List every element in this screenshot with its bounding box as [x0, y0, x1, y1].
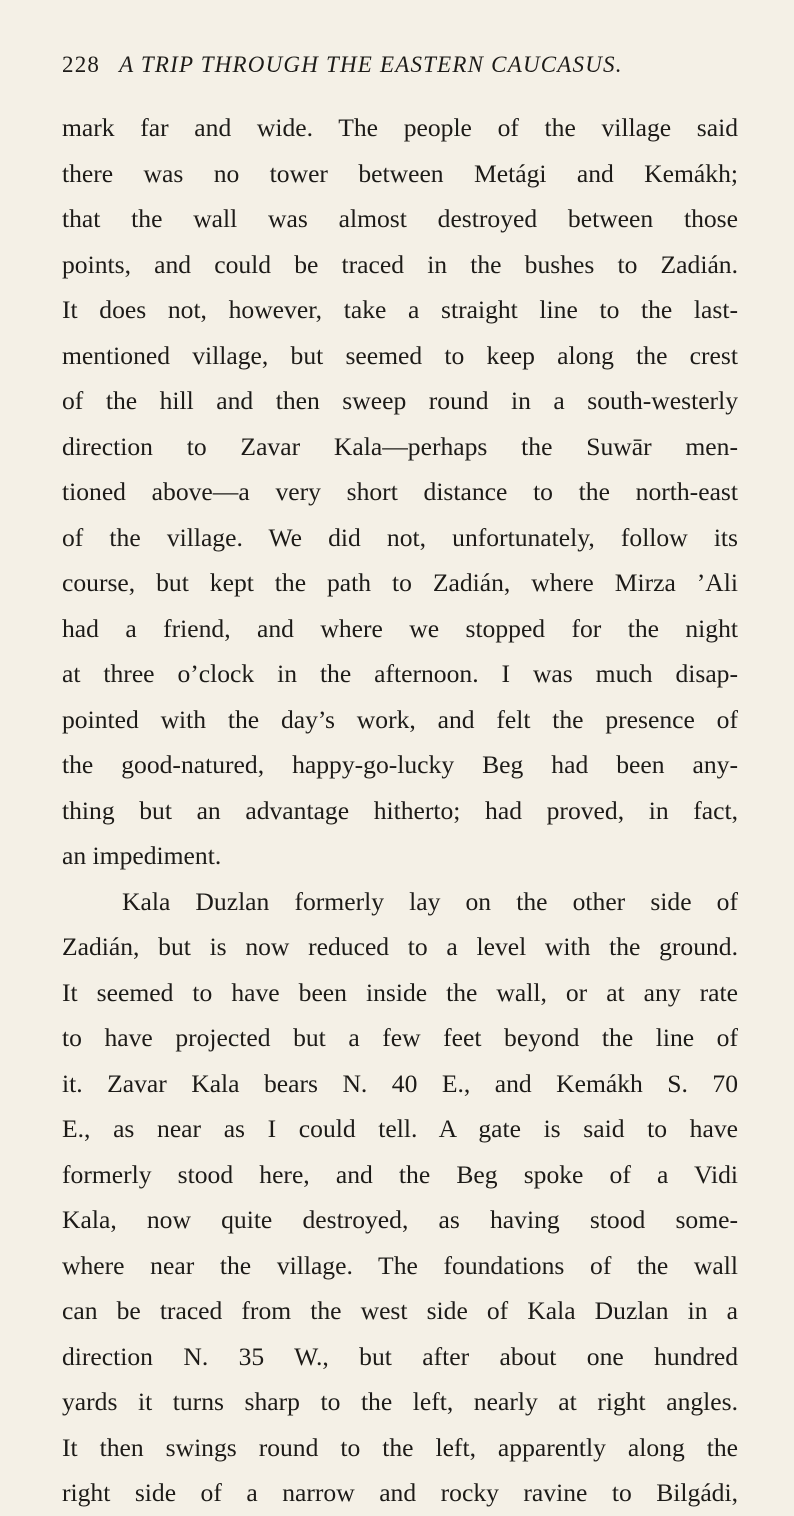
page-number: 228: [62, 52, 101, 77]
text-line: there was no tower between Metági and Kemákh;: [62, 158, 738, 188]
text-line: that the wall was almost destroyed between those: [62, 204, 738, 233]
text-line: right side of a narrow and rocky ravine to Bilgádi,: [62, 1478, 738, 1507]
text-line: to have projected but a few feet beyond the line of: [62, 1023, 738, 1052]
text-line: formerly stood here, and the Beg spoke of a Vidi: [62, 1159, 738, 1189]
text-line: Zadián, but is now reduced to a level with the ground.: [62, 932, 738, 961]
text-line: yards it turns sharp to the left, nearly at right angles.: [62, 1387, 738, 1416]
text-line: It does not, however, take a straight line to the last-: [62, 295, 738, 324]
running-title: A TRIP THROUGH THE EASTERN CAUCASUS.: [119, 52, 623, 77]
text-line: of the hill and then sweep round in a south-westerly: [62, 386, 738, 415]
text-line: where near the village. The foundations of the wall: [62, 1250, 738, 1280]
text-line: direction to Zavar Kala—perhaps the Suwār men-: [62, 431, 738, 461]
body-text: [62, 105, 738, 1516]
text-line: of the village. We did not, unfortunately, follow its: [62, 522, 738, 552]
text-line: pointed with the day’s work, and felt the presence of: [62, 704, 738, 734]
text-line: can be traced from the west side of Kala Duzlan in a: [62, 1296, 738, 1325]
paragraph-start-line: Kala Duzlan formerly lay on the other side of: [122, 886, 738, 916]
text-line: it. Zavar Kala bears N. 40 E., and Kemákh S. 70: [62, 1068, 738, 1098]
running-header: [62, 52, 742, 84]
text-line: E., as near as I could tell. A gate is said to have: [62, 1114, 738, 1143]
text-line: the good-natured, happy-go-lucky Beg had been any-: [62, 750, 738, 779]
text-line: It seemed to have been inside the wall, or at any rate: [62, 977, 738, 1007]
text-line: direction N. 35 W., but after about one hundred: [62, 1341, 738, 1371]
text-line: had a friend, and where we stopped for the night: [62, 613, 738, 643]
text-line: mentioned village, but seemed to keep along the crest: [62, 340, 738, 370]
text-line: mark far and wide. The people of the village said: [62, 113, 738, 142]
text-line: points, and could be traced in the bushes to Zadián.: [62, 249, 738, 279]
text-line: at three o’clock in the afternoon. I was much disap-: [62, 659, 738, 688]
text-line: It then swings round to the left, apparently along the: [62, 1432, 738, 1462]
text-line: tioned above—a very short distance to the north-east: [62, 477, 738, 506]
text-line: thing but an advantage hitherto; had proved, in fact,: [62, 795, 738, 825]
text-line: Kala, now quite destroyed, as having stood some-: [62, 1205, 738, 1234]
text-line: course, but kept the path to Zadián, where Mirza ’Ali: [62, 568, 738, 597]
paragraph-end-line: an impediment.: [62, 841, 222, 870]
